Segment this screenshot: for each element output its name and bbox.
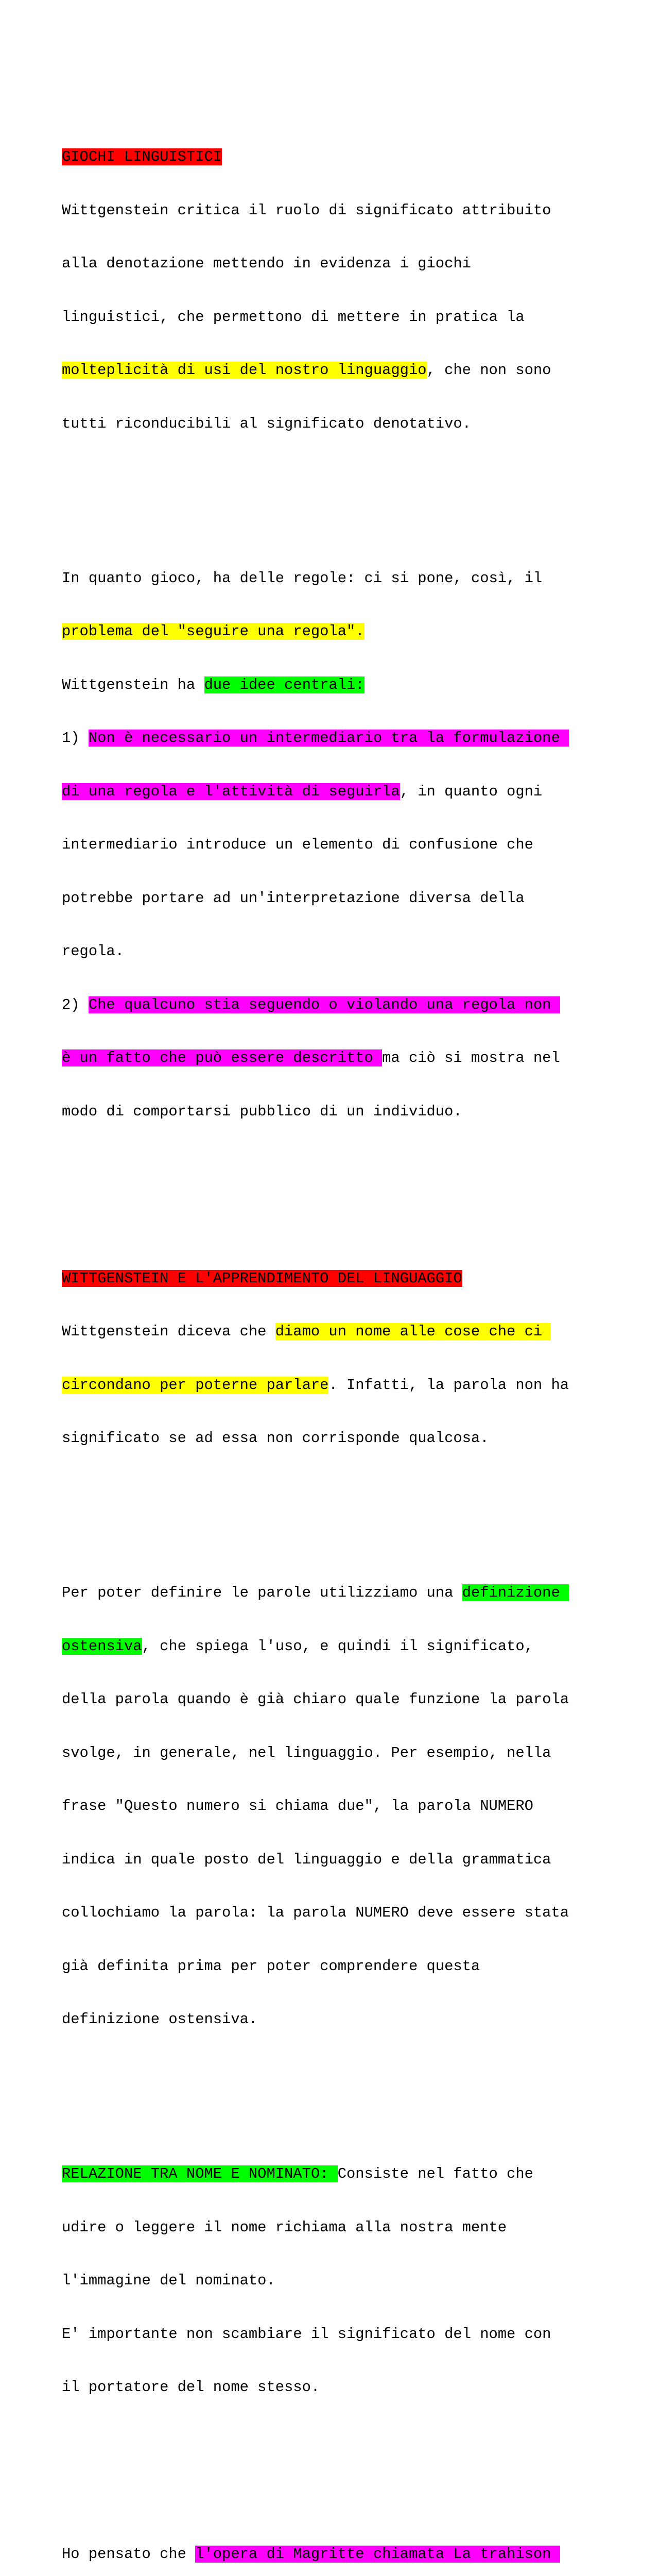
paragraph-line: In quanto gioco, ha delle regole: ci si pone, così, il (62, 569, 543, 587)
paragraph-line (62, 623, 608, 641)
list-item-2: 2) Che qualcuno stia seguendo o violando una regola non (62, 996, 560, 1013)
highlight-magenta: Non è necessario un intermediario tra la formulazione (88, 730, 569, 747)
paragraph-line: indica in quale posto del linguaggio e della grammatica (62, 1851, 551, 1868)
highlight-magenta: è un fatto che può essere descritto (62, 1049, 383, 1066)
paragraph-line: frase "Questo numero si chiama due", la parola NUMERO (62, 1798, 533, 1815)
paragraph-line: molteplicità di usi del nostro linguaggio, che non sono (62, 362, 551, 379)
document-body (62, 77, 608, 2576)
highlight-green: definizione (462, 1584, 569, 1601)
highlight-yellow: problema del "seguire una regola". (62, 623, 365, 640)
paragraph-line: regola. (62, 943, 124, 960)
paragraph-line: potrebbe portare ad un'interpretazione diversa della (62, 889, 525, 907)
paragraph-line: E' importante non scambiare il significato del nome con (62, 2325, 551, 2343)
paragraph-line: collochiamo la parola: la parola NUMERO deve essere stata (62, 1904, 569, 1921)
paragraph-line: Wittgenstein diceva che diamo un nome alle cose che ci (62, 1323, 551, 1340)
heading-giochi-linguistici: GIOCHI LINGUISTICI (62, 148, 222, 165)
highlight-yellow: molteplicità di usi del nostro linguaggio (62, 362, 427, 379)
paragraph-line: della parola quando è già chiaro quale funzione la parola (62, 1691, 569, 1708)
paragraph-line: intermediario introduce un elemento di confusione che (62, 836, 533, 853)
paragraph-line: linguistici, che permettono di mettere in pratica la (62, 308, 525, 326)
paragraph-line: definizione ostensiva. (62, 2011, 258, 2028)
highlight-yellow: circondano per poterne parlare (62, 1376, 329, 1394)
highlight-yellow: diamo un nome alle cose che ci (275, 1323, 551, 1340)
list-item-1: 1) Non è necessario un intermediario tra la formulazione (62, 730, 569, 747)
paragraph-line: svolge, in generale, nel linguaggio. Per esempio, nella (62, 1744, 551, 1761)
paragraph-line: Wittgenstein ha due idee centrali: (62, 676, 365, 693)
highlight-magenta: di una regola e l'attività di seguirla (62, 783, 400, 800)
paragraph-line: Per poter definire le parole utilizziamo una definizione (62, 1584, 569, 1601)
paragraph-line: Wittgenstein critica il ruolo di significato attribuito (62, 201, 551, 219)
paragraph-line: già definita prima per poter comprendere questa (62, 1957, 480, 1975)
paragraph-line: RELAZIONE TRA NOME E NOMINATO: Consiste nel fatto che (62, 2165, 533, 2182)
paragraph-line: di una regola e l'attività di seguirla, in quanto ogni (62, 783, 543, 800)
paragraph-line: significato se ad essa non corrisponde qualcosa. (62, 1430, 489, 1447)
highlight-green: due idee centrali: (204, 676, 365, 693)
paragraph-line: circondano per poterne parlare. Infatti, la parola non ha (62, 1376, 569, 1394)
paragraph-line: Ho pensato che l'opera di Magritte chiamata La trahison (62, 2546, 560, 2563)
paragraph-line: modo di comportarsi pubblico di un individuo. (62, 1103, 462, 1120)
paragraph-line: è un fatto che può essere descritto ma ciò si mostra nel (62, 1049, 560, 1066)
heading-apprendimento-linguaggio: WITTGENSTEIN E L'APPRENDIMENTO DEL LINGUAGGIO (62, 1269, 462, 1287)
highlight-green: RELAZIONE TRA NOME E NOMINATO: (62, 2165, 338, 2182)
paragraph-line: l'immagine del nominato. (62, 2272, 275, 2289)
highlight-magenta: Che qualcuno stia seguendo o violando una regola non (88, 996, 560, 1013)
highlight-magenta: l'opera di Magritte chiamata La trahison (195, 2546, 560, 2563)
paragraph-line: ostensiva, che spiega l'uso, e quindi il significato, (62, 1637, 533, 1655)
paragraph-line: udire o leggere il nome richiama alla nostra mente (62, 2218, 507, 2236)
paragraph-line: alla denotazione mettendo in evidenza i giochi (62, 255, 471, 272)
highlight-green: ostensiva (62, 1637, 142, 1655)
paragraph-line: tutti riconducibili al significato denotativo. (62, 415, 471, 432)
paragraph-line: il portatore del nome stesso. (62, 2379, 320, 2396)
